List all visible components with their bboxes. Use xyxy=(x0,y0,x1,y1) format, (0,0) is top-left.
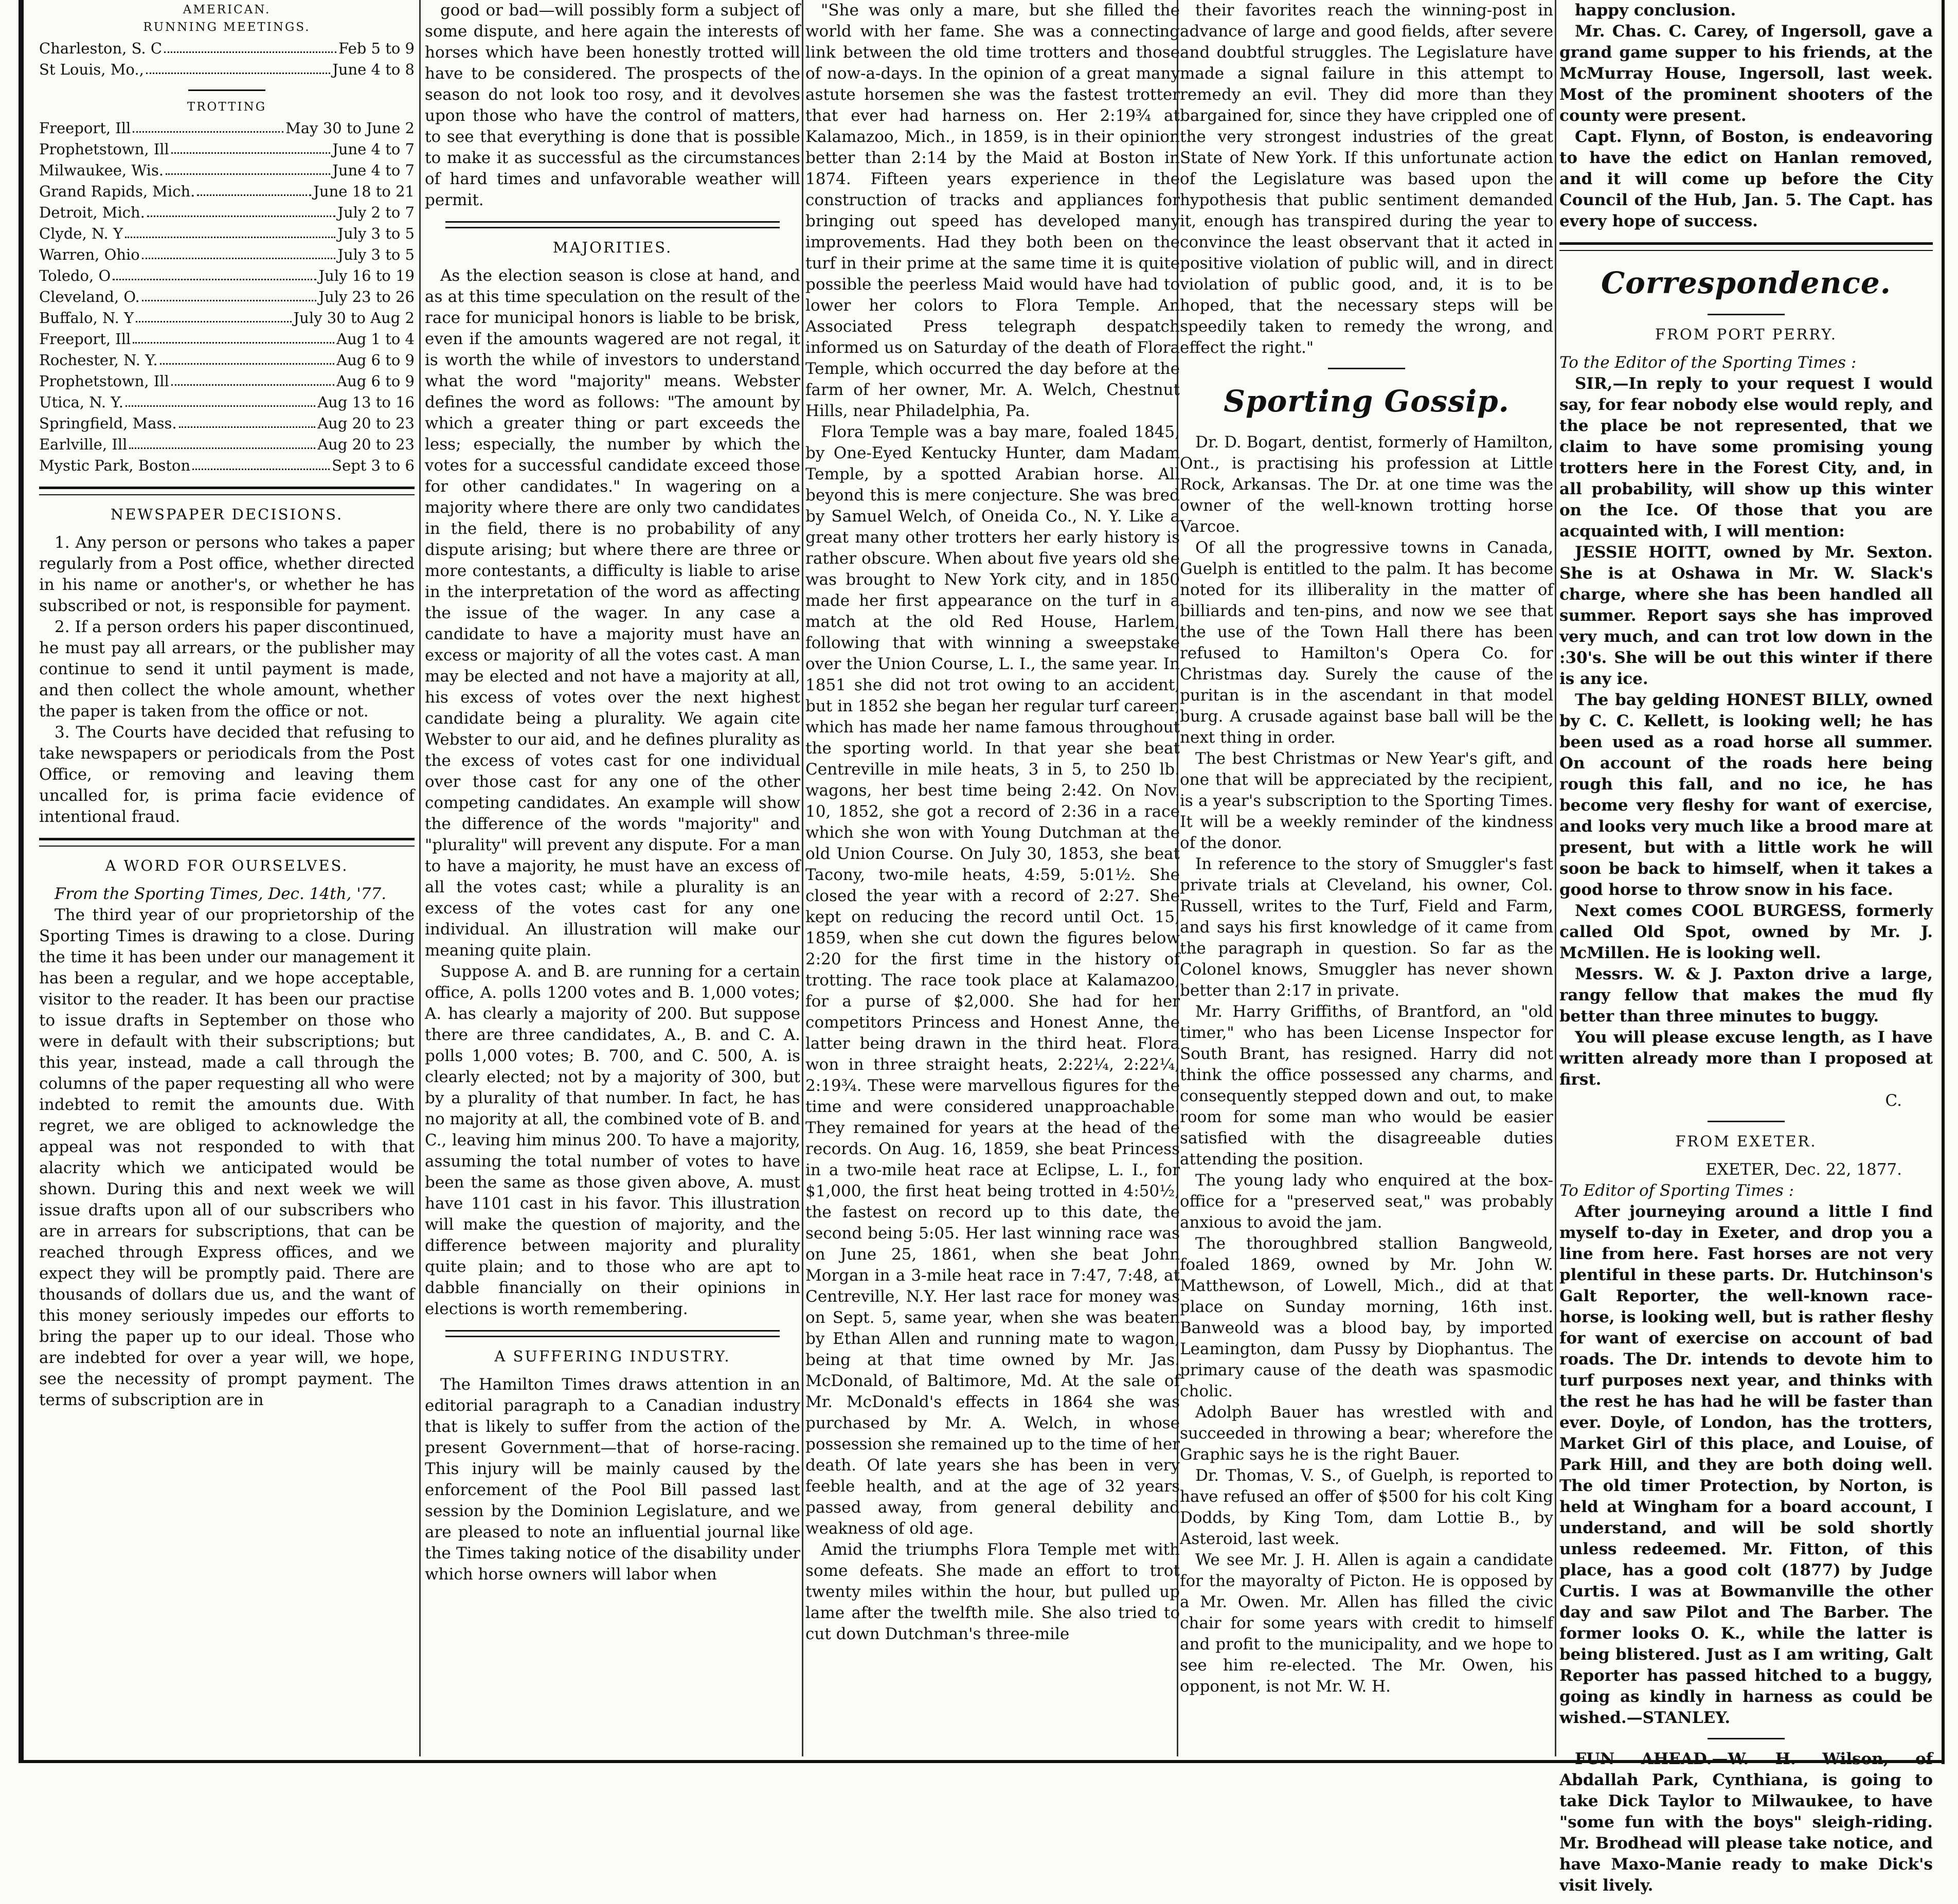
paragraph: Suppose A. and B. are running for a certain office, A. polls 1200 votes and B. 1,000 votes; A. has clearly a majority of 200. But suppose there are three candidates, A., B. and C. A. polls 1,000 votes; B. 700, and C. 500, A. is clearly elected; not by a majority of 300, but by a plurality of that number. In fact, he has no majority at all, the combined vote of B. and C., leaving him minus 200. To have a majority, assuming the total number of votes to have been the same as those given above, A. must have 1101 cast in his favor. This illustration will make the question of majority, and the difference between majority and plurality quite plain; and to those who are apt to dabble financially on their opinions in elections is worth remembering. xyxy=(425,962,800,1318)
column-3 xyxy=(805,0,1180,1756)
schedule-dates: Aug 6 to 9 xyxy=(336,372,415,390)
paragraph: In reference to the story of Smuggler's fast private trials at Cleveland, his owner, Col. Russell, writes to the Turf, Field and Farm, and says his first knowledge of it came from the paragraph in question. So far as the Colonel knows, Smuggler has never shown better than 2:17 in private. xyxy=(1180,855,1553,1000)
paragraph: Next comes COOL BURGESS, formerly called Old Spot, owned by Mr. J. McMillen. He is looking well. xyxy=(1559,902,1933,962)
schedule-dates: July 3 to 5 xyxy=(337,225,415,242)
section-divider xyxy=(445,221,780,228)
correspondence-title: Correspondence. xyxy=(1601,265,1891,300)
schedule-place: Charleston, S. C xyxy=(39,40,163,57)
paragraph: The Hamilton Times draws attention in an editorial paragraph to a Canadian industry that is likely to suffer from the action of the present Government—that of horse-racing. This injury will be mainly caused by the enforcement of the Pool Bill passed last session by the Dominion Legislature, and we are pleased to note an influential journal like the Times taking notice of the disability under which horse owners will labor when xyxy=(425,1375,800,1584)
suffering-industry-body xyxy=(425,1374,800,1585)
schedule-place: St Louis, Mo., xyxy=(39,61,144,78)
paragraph: Of all the progressive towns in Canada, Guelph is entitled to the palm. It has become noted for its illiberality in the matter of billiards and ten-pins, and now we see that the use of the Town Hall there has been refused to Hamilton's Opera Co. for Christmas day. Surely the cause of the puritan is in the ascendant in that model burg. A crusade against base ball will be the next thing in order. xyxy=(1180,538,1553,747)
word-for-ourselves-dateline: From the Sporting Times, Dec. 14th, '77. xyxy=(55,885,387,903)
paragraph: The best Christmas or New Year's gift, and one that will be appreciated by the recipient, is a year's subscription to the Sporting Times. It will be a weekly reminder of the kindness of the donor. xyxy=(1180,749,1553,852)
divider xyxy=(188,89,265,91)
schedule-row xyxy=(39,265,415,286)
schedule-row xyxy=(39,350,415,371)
leader-dots xyxy=(142,244,336,259)
paragraph: Messrs. W. & J. Paxton drive a large, rangy fellow that makes the mud fly better than three minutes to buggy. xyxy=(1559,965,1933,1026)
schedule-row xyxy=(39,118,415,139)
schedule-row xyxy=(39,308,415,329)
page-border-left xyxy=(19,0,24,1762)
schedule-dates: June 4 to 7 xyxy=(332,140,415,158)
schedule-place: Earlville, Ill xyxy=(39,436,128,453)
schedule-place: Rochester, N. Y. xyxy=(39,351,158,369)
schedule-row xyxy=(39,413,415,434)
leader-dots xyxy=(166,160,330,175)
schedule-place: Clyde, N. Y xyxy=(39,225,123,242)
section-divider xyxy=(445,1330,780,1337)
column-rule xyxy=(1555,0,1556,1756)
paragraph: Dr. Thomas, V. S., of Guelph, is reported to have refused an offer of $500 for his colt King Dodds, by King Tom, dam Lottie B., by Asteroid, last week. xyxy=(1180,1466,1553,1548)
divider xyxy=(1328,368,1405,369)
leader-dots xyxy=(160,350,334,365)
paragraph: "She was only a mare, but she filled the world with her fame. She was a connecting link between the old time trotters and those of now-a-days. In the opinion of a great many astute horsemen she was the fastest trotter that ever had harness on. Her 2:19¾ at Kalamazoo, Mich., in 1859, is in their opinion better than 2:14 by the Maid at Boston in 1874. Fifteen years experience in the construction of tracks and appliances for bringing out speed has developed many improvements. Had they both been on the turf in their prime at the same time it is quite possible the peerless Maid would have had to lower her colors to Flora Temple. An Associated Press telegraph despatch informed us on Saturday of the death of Flora Temple, which occurred the day before at the farm of her owner, Mr. A. Welch, Chestnut Hills, near Philadelphia, Pa. xyxy=(805,1,1180,420)
paragraph: Amid the triumphs Flora Temple met with some defeats. She made an effort to trot twenty miles within the hour, but pulled up lame after the twelfth mile. She also tried to cut down Dutchman's three-mile xyxy=(805,1540,1180,1643)
exeter-address: To Editor of Sporting Times : xyxy=(1559,1181,1794,1200)
schedule-place: Prophetstown, Ill xyxy=(39,372,169,390)
column-5 xyxy=(1559,0,1933,1895)
schedule-dates: June 18 to 21 xyxy=(313,183,415,200)
schedule-row xyxy=(39,371,415,392)
paragraph: Dr. D. Bogart, dentist, formerly of Hamilton, Ont., is practising his profession at Little Rock, Arkansas. The Dr. at one time was the owner of the well-known trotting horse Varcoe. xyxy=(1180,433,1553,536)
column-1 xyxy=(39,0,415,1756)
paragraph: We see Mr. J. H. Allen is again a candidate for the mayoralty of Picton. He is opposed by a Mr. Owen. Mr. Allen has filled the civic chair for some years with credit to himself and profit to the municipality, and we hope to see him re-elected. The Mr. Owen, his opponent, is not Mr. W. H. xyxy=(1180,1551,1553,1696)
schedule-row xyxy=(39,329,415,350)
running-meetings-list xyxy=(39,38,415,80)
schedule-row xyxy=(39,38,415,59)
schedule-row xyxy=(39,392,415,413)
leader-dots xyxy=(113,265,316,280)
schedule-place: Cleveland, O. xyxy=(39,288,140,306)
schedule-row xyxy=(39,160,415,181)
schedule-place: Detroit, Mich. xyxy=(39,204,145,221)
calendar-header: AMERICAN. xyxy=(183,3,271,16)
page-border-right xyxy=(1942,0,1945,1764)
word-for-ourselves-body xyxy=(39,905,415,1411)
schedule-row xyxy=(39,244,415,265)
exeter-dateline: EXETER, Dec. 22, 1877. xyxy=(1705,1160,1902,1179)
schedule-dates: Aug 1 to 4 xyxy=(336,330,415,348)
majorities-title: MAJORITIES. xyxy=(552,239,673,256)
schedule-place: Buffalo, N. Y xyxy=(39,309,134,327)
leader-dots xyxy=(164,38,336,53)
leader-dots xyxy=(197,181,311,196)
schedule-row xyxy=(39,434,415,455)
schedule-dates: June 4 to 7 xyxy=(332,161,415,179)
column-rule xyxy=(419,0,421,1756)
schedule-row xyxy=(39,139,415,160)
paragraph: The third year of our proprietorship of the Sporting Times is drawing to a close. During the time it has been under our management it has been a regular, and we hope acceptable, visitor to the reader. It has been our practise to issue drafts in September on those who were in default with their subscriptions; but this year, instead, made a call through the columns of the paper requesting all who were indebted to remit the amounts due. With regret, we are obliged to acknowledge the appeal was not responded to with that alacrity which we anticipated would be shown. During this and next week we will issue drafts upon all of our subscribers who are in arrears for subscriptions, that can be reached through Express offices, and we expect they will be promptly paid. There are thousands of dollars due us, and the want of this money seriously impedes our efforts to bring the paper up to our ideal. Those who are indebted for over a year will, we hope, see the necessity of prompt payment. The terms of subscription are in xyxy=(39,906,415,1409)
continued-article xyxy=(1180,0,1553,358)
section-divider xyxy=(1559,242,1933,251)
schedule-place: Milwaukee, Wis. xyxy=(39,161,164,179)
sporting-gossip-title: Sporting Gossip. xyxy=(1224,384,1510,419)
paragraph: SIR,—In reply to your request I would say, for fear nobody else would reply, and the place be not represented, that we claim to have some promising young trotters here in the Forest City, and, in all probability, will show up this winter on the Ice. Of those that you are acquainted with, I will mention: xyxy=(1559,374,1933,541)
schedule-row xyxy=(39,202,415,223)
schedule-row xyxy=(39,181,415,202)
suffering-industry-title: A SUFFERING INDUSTRY. xyxy=(494,1348,731,1365)
schedule-place: Freeport, Ill xyxy=(39,330,131,348)
schedule-place: Warren, Ohio xyxy=(39,246,140,263)
trotting-meetings-list xyxy=(39,118,415,476)
flora-temple-article xyxy=(805,0,1180,1645)
exeter-heading: FROM EXETER. xyxy=(1675,1133,1817,1150)
leader-dots xyxy=(179,413,316,428)
leader-dots xyxy=(147,202,335,217)
divider xyxy=(1708,1738,1785,1739)
leader-dots xyxy=(192,455,330,470)
section-divider xyxy=(39,838,415,847)
port-perry-signature: C. xyxy=(1885,1091,1902,1110)
schedule-dates: Aug 20 to 23 xyxy=(317,436,415,453)
newspaper-decisions-body xyxy=(39,532,415,828)
schedule-dates: May 30 to June 2 xyxy=(285,119,415,137)
paragraph: happy conclusion. xyxy=(1575,1,1736,20)
schedule-row xyxy=(39,286,415,308)
schedule-place: Prophetstown, Ill xyxy=(39,140,169,158)
paragraph: Capt. Flynn, of Boston, is endeavoring to have the edict on Hanlan removed, and it will come up before the City Council of the Hub, Jan. 5. The Capt. has every hope of success. xyxy=(1559,128,1933,230)
schedule-dates: July 30 to Aug 2 xyxy=(293,309,415,327)
paragraph: 1. Any person or persons who takes a paper regularly from a Post office, whether directed in his name or another's, or whether he has subscribed or not, is responsible for payment. xyxy=(39,533,415,615)
paragraph: good or bad—will possibly form a subject of some dispute, and here again the interests of horses which have been honestly trotted will have to be considered. The prospects of the season do not look too rosy, and it devolves upon those who have the control of matters, to see that everything is done that is possible to make it as successful as the circumstances of hard times and unfavorable weather will permit. xyxy=(425,1,800,209)
paragraph: JESSIE HOITT, owned by Mr. Sexton. She is at Oshawa in Mr. W. Slack's charge, where she has been handled all summer. Report says she has improved very much, and can trot low down in the :30's. She will be out this winter if there is any ice. xyxy=(1559,543,1933,688)
schedule-dates: July 3 to 5 xyxy=(337,246,415,263)
leader-dots xyxy=(125,392,315,407)
leader-dots xyxy=(129,434,315,449)
divider xyxy=(1708,314,1785,315)
schedule-place: Mystic Park, Boston xyxy=(39,457,191,474)
port-perry-address: To the Editor of the Sporting Times : xyxy=(1559,353,1857,372)
trotting-heading: TROTTING xyxy=(187,100,267,114)
paragraph: 2. If a person orders his paper discontinued, he must pay all arrears, or the publisher may continue to send it until payment is made, and then collect the whole amount, whether the paper is taken from the office or not. xyxy=(39,618,415,721)
schedule-place: Grand Rapids, Mich. xyxy=(39,183,195,200)
column-4 xyxy=(1180,0,1553,1756)
paragraph: After journeying around a little I find myself to-day in Exeter, and drop you a line from here. Fast horses are not very plentiful in these parts. Dr. Hutchinson's Galt Reporter, the well-known race-horse, is looking well, but is rather fleshy for want of exercise on account of bad roads. The Dr. intends to devote him to turf purposes next year, and thinks with the rest he has had he will be faster than ever. Doyle, of London, has the trotters, Market Girl of this place, and Louise, of Park Hill, and they are both doing well. The old timer Protection, by Norton, is held at Wingham for a board account, I understand, and will be sold shortly unless redeemed. Mr. Fitton, of this place, has a good colt (1877) by Judge Curtis. I was at Bowmanville the other day and saw Pilot and The Barber. The former looks O. K., while the latter is being blistered. Just as I am writing, Galt Reporter has passed hitched to a buggy, going as kindly in harness as could be wished.—STANLEY. xyxy=(1559,1202,1933,1727)
leader-dots xyxy=(125,223,335,238)
paragraph: Flora Temple was a bay mare, foaled 1845, by One-Eyed Kentucky Hunter, dam Madam Temple, by a spotted Arabian horse. All beyond this is mere conjecture. She was bred by Samuel Welch, of Oneida Co., N. Y. Like a great many other trotters her early history is rather obscure. When about five years old she was brought to New York city, and in 1850 made her first appearance on the turf in a match at the old Red House, Harlem, following that with winning a sweepstake over the Union Course, L. I., the same year. In 1851 she did not trot owing to an accident, but in 1852 she began her regular turf career, which has made her name famous throughout the sporting world. In that year she beat Centreville in mile heats, 3 in 5, to 250 lb. wagons, her best time being 2:42. On Nov. 10, 1852, she got a record of 2:36 in a race which she won with Young Dutchman at the old Union Course. On July 30, 1853, she beat Tacony, two-mile heats, 4:59, 5:01½. She closed the year with a record of 2:27. She kept on reducing the record until Oct. 15, 1859, when she cut down the figures below 2:20 for the first time in the history of trotting. The race took place at Kalamazoo, for a purse of $2,000. She had for her competitors Princess and Honest Anne, the latter being drawn in the third heat. Flora won in three straight heats, 2:22¼, 2:22¼, 2:19¾. These were marvellous figures for the time and were considered unapproachable. They remained for years at the head of the records. On Aug. 16, 1859, she beat Princess in a two-mile heat race at Eclipse, L. I., for $1,000, the first heat being trotted in 4:50½, the fastest on record up to this date, the second being 5:05. Her last winning race was on June 25, 1861, when she beat John Morgan in a 3-mile heat race in 7:47, 7:48, at Centreville, N.Y. Her last race for money was on Sept. 5, same year, when she was beaten by Ethan Allen and running mate to wagon, being at that time owned by Mr. Jas. McDonald, of Baltimore, Md. At the sale of Mr. McDonald's effects in 1864 she was purchased by Mr. A. Welch, in whose possession she remained up to the time of her death. Of late years she has been in very feeble health, and at the age of 32 years passed away, from general debility and weakness of old age. xyxy=(805,423,1180,1538)
schedule-dates: Sept 3 to 6 xyxy=(332,457,415,474)
paragraph: The bay gelding HONEST BILLY, owned by C. C. Kellett, is looking well; he has been used as a road horse all summer. On account of the roads here being rough this fall, and no ice, he has become very fleshy for want of exercise, and looks very much like a brood mare at present, but with a little work he will soon be back to himself, when it takes a good horse to throw snow in his face. xyxy=(1559,691,1933,899)
schedule-dates: June 4 to 8 xyxy=(332,61,415,78)
newspaper-decisions-title: NEWSPAPER DECISIONS. xyxy=(110,506,344,523)
paragraph: You will please excuse length, as I have written already more than I proposed at first. xyxy=(1559,1028,1933,1089)
leader-dots xyxy=(133,118,283,133)
schedule-row xyxy=(39,455,415,476)
schedule-dates: July 2 to 7 xyxy=(337,204,415,221)
schedule-place: Utica, N. Y. xyxy=(39,393,123,411)
schedule-place: Freeport, Ill xyxy=(39,119,131,137)
leader-dots xyxy=(136,308,291,322)
leader-dots xyxy=(142,286,317,301)
leader-dots xyxy=(146,59,330,74)
schedule-place: Toledo, O xyxy=(39,267,111,284)
sporting-notes xyxy=(1559,0,1933,232)
paragraph: As the election season is close at hand, and as at this time speculation on the result of the race for municipal honors is liable to be brisk, even if the amounts wagered are not regal, it is worth the while of investors to understand what the word "majority" means. Webster defines the word as follows: "The amount by which a greater thing or part exceeds the less; especially, the number by which the votes for a successful candidate exceed those for other candidates." In wagering on a majority where there are only two candidates in the field, there is no probability of any dispute arising; but where there are three or more contestants, a difficulty is liable to arise in the interpretation of the word as affecting the issue of the wager. In any case a candidate to have a majority must have an excess or majority of all the votes cast. A man may be elected and not have a majority at all, his excess of votes over the next highest candidate being a plurality. We again cite Webster to our aid, and he defines plurality as the excess of votes cast for one individual over those cast for any one of the other competing candidates. An example will show the difference of the words "majority" and "plurality" will prevent any dispute. For a man to have a majority, he must have an excess of all the votes cast; while a plurality is an excess of the votes cast for any one individual. An illustration will make our meaning quite plain. xyxy=(425,266,800,960)
paragraph: The young lady who enquired at the box-office for a "preserved seat," was probably anxious to avoid the jam. xyxy=(1180,1171,1553,1232)
leader-dots xyxy=(133,329,334,344)
paragraph: 3. The Courts have decided that refusing to take newspapers or periodicals from the Post Office, or removing and leaving them uncalled for, is prima facie evidence of intentional fraud. xyxy=(39,723,415,826)
schedule-dates: July 16 to 19 xyxy=(318,267,415,284)
port-perry-letter xyxy=(1559,373,1933,1090)
schedule-dates: July 23 to 26 xyxy=(318,288,415,306)
paragraph: Mr. Harry Griffiths, of Brantford, an "old timer," who has been License Inspector for South Brant, has resigned. Harry did not think the office possessed any charms, and consequently stepped down and out, to make room for some man who would be easier satisfied with the disagreeable duties attending the position. xyxy=(1180,1002,1553,1169)
continued-article xyxy=(425,0,800,211)
running-meetings-heading: RUNNING MEETINGS. xyxy=(143,21,311,34)
leader-dots xyxy=(171,371,334,386)
schedule-dates: Aug 20 to 23 xyxy=(317,415,415,432)
paragraph: Adolph Bauer has wrestled with and succeeded in throwing a bear; wherefore the Graphic says he is the right Bauer. xyxy=(1180,1403,1553,1464)
column-2 xyxy=(425,0,800,1756)
sporting-gossip-body xyxy=(1180,432,1553,1697)
schedule-dates: Aug 6 to 9 xyxy=(336,351,415,369)
fun-ahead-note: FUN AHEAD.—W. H. Wilson, of Abdallah Park, Cynthiana, is going to take Dick Taylor to Milwaukee, to have "some fun with the boys" sleigh-riding. Mr. Brodhead will please take notice, and have Maxo-Manie ready to make Dick's visit lively. xyxy=(1559,1750,1933,1895)
paragraph: their favorites reach the winning-post in advance of large and good fields, after severe and doubtful struggles. The Legislature have made a signal failure in this attempt to remedy an evil. They did more than they bargained for, since they have crippled one of the very strongest industries of the great State of New York. If this unfortunate action of the Legislature was based upon the hypothesis that public sentiment demanded it, enough has transpired during the year to convince the least observant that it acted in positive violation of public will, and in direct violation of public good, and, it is to be hoped, that the necessary steps will be speedily taken to remedy the wrong, and effect the right." xyxy=(1180,1,1553,357)
schedule-row xyxy=(39,223,415,244)
paragraph: The thoroughbred stallion Bangweold, foaled 1869, owned by Mr. John W. Matthewson, of Lowell, Mich., did at that place on Sunday morning, 16th inst. Banweold was a blood bay, by imported Leamington, dam Pussy by Diophantus. The primary cause of the death was spasmodic cholic. xyxy=(1180,1234,1553,1400)
port-perry-heading: FROM PORT PERRY. xyxy=(1655,326,1837,343)
schedule-row xyxy=(39,59,415,80)
leader-dots xyxy=(171,139,330,154)
schedule-dates: Feb 5 to 9 xyxy=(338,40,415,57)
word-for-ourselves-title: A WORD FOR OURSELVES. xyxy=(105,857,349,874)
divider xyxy=(1708,1121,1785,1122)
schedule-place: Springfield, Mass. xyxy=(39,415,177,432)
paragraph: Mr. Chas. C. Carey, of Ingersoll, gave a grand game supper to his friends, at the McMurray House, Ingersoll, last week. Most of the prominent shooters of the county were present. xyxy=(1559,22,1933,125)
exeter-letter xyxy=(1559,1201,1933,1729)
section-divider xyxy=(39,487,415,495)
majorities-body xyxy=(425,265,800,1320)
column-rule xyxy=(802,0,803,1756)
schedule-dates: Aug 13 to 16 xyxy=(317,393,415,411)
